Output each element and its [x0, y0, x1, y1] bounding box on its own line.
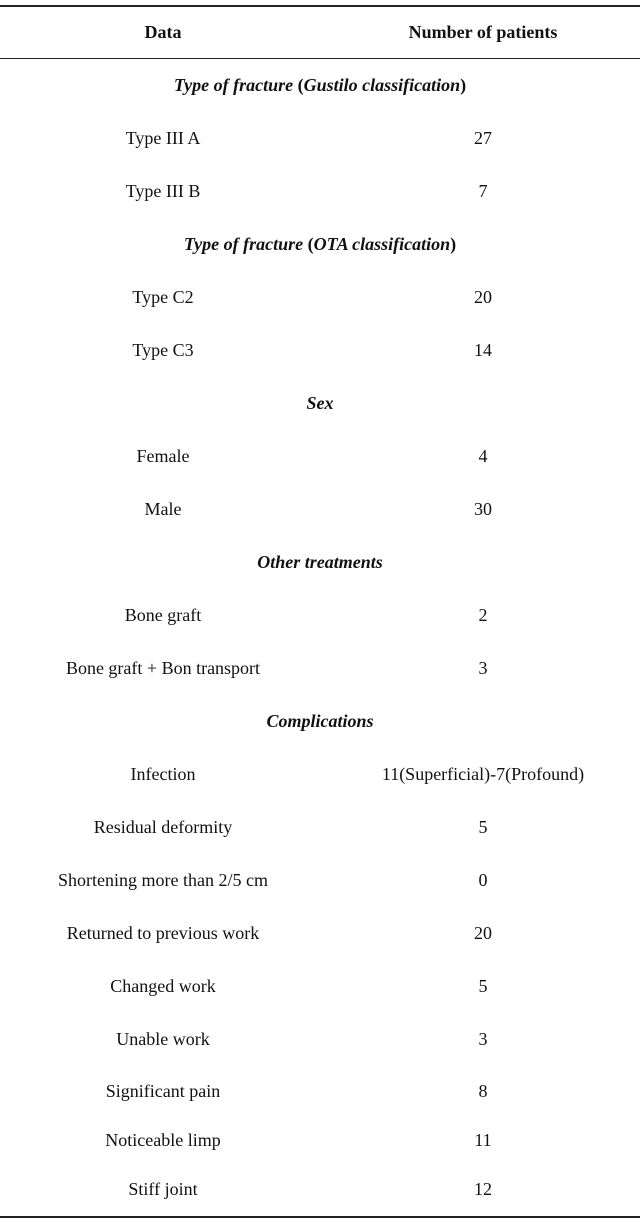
section-title-other-treatments	[0, 536, 640, 589]
table-row	[0, 801, 640, 854]
section-title-gustilo: Type of fracture (Gustilo classification)	[173, 75, 467, 95]
row-value: 3	[478, 1029, 488, 1049]
table-row	[0, 1013, 640, 1066]
row-label: Type III A	[125, 128, 201, 148]
row-label: Male	[144, 499, 182, 519]
row-label: Shortening more than 2/5 cm	[58, 870, 268, 890]
header-number-of-patients: Number of patients	[408, 22, 558, 42]
table-bottom-rule	[0, 1216, 640, 1218]
row-label: Stiff joint	[128, 1179, 198, 1199]
row-value: 12	[474, 1179, 492, 1199]
section-title-text: Complications	[266, 711, 374, 731]
row-label: Female	[136, 446, 190, 466]
row-value: 7	[478, 181, 488, 201]
section-title-text: Type of fracture	[173, 75, 294, 95]
section-title-text: Other treatments	[257, 552, 383, 572]
section-title-complications	[0, 695, 640, 748]
row-label: Significant pain	[105, 1081, 221, 1101]
row-label: Bone graft	[124, 605, 202, 625]
row-value: 0	[478, 870, 488, 890]
table-row	[0, 324, 640, 377]
table-row	[0, 1163, 640, 1216]
section-title-text: Sex	[306, 393, 334, 413]
row-value: 2	[478, 605, 488, 625]
row-label: Residual deformity	[93, 817, 233, 837]
row-value: 30	[474, 499, 492, 519]
row-label: Type III B	[125, 181, 201, 201]
section-title-sex	[0, 377, 640, 430]
row-value: 14	[474, 340, 492, 360]
table-row	[0, 642, 640, 695]
row-label: Type C2	[132, 287, 194, 307]
table-row	[0, 1065, 640, 1118]
table-row	[0, 960, 640, 1013]
table-row	[0, 430, 640, 483]
table-row	[0, 854, 640, 907]
row-value: 5	[478, 976, 488, 996]
row-label: Changed work	[110, 976, 216, 996]
row-value: 11	[474, 1130, 492, 1150]
row-value: 20	[474, 923, 492, 943]
table-row	[0, 165, 640, 218]
table-row	[0, 112, 640, 165]
header-data: Data	[144, 22, 182, 42]
table-header-row	[0, 6, 640, 59]
section-title-subtext: OTA classification	[313, 234, 451, 254]
section-title-ota: Type of fracture (OTA classification)	[183, 234, 457, 254]
table-row	[0, 748, 640, 801]
row-label: Type C3	[132, 340, 194, 360]
row-value: 20	[474, 287, 492, 307]
table-row	[0, 907, 640, 960]
row-value: 11(Superficial)-7(Profound)	[381, 764, 585, 784]
row-value: 8	[478, 1081, 488, 1101]
table-row	[0, 271, 640, 324]
row-label: Noticeable limp	[105, 1130, 221, 1150]
row-label: Infection	[130, 764, 196, 784]
section-title-subtext: Gustilo classification	[303, 75, 461, 95]
row-value: 3	[478, 658, 488, 678]
section-title-text: Type of fracture	[183, 234, 304, 254]
table-row	[0, 483, 640, 536]
row-value: 4	[478, 446, 488, 466]
row-value: 27	[474, 128, 492, 148]
row-label: Unable work	[116, 1029, 210, 1049]
row-value: 5	[478, 817, 488, 837]
table-row	[0, 589, 640, 642]
table-row	[0, 1114, 640, 1167]
row-label: Bone graft + Bon transport	[65, 658, 261, 678]
row-label: Returned to previous work	[66, 923, 260, 943]
